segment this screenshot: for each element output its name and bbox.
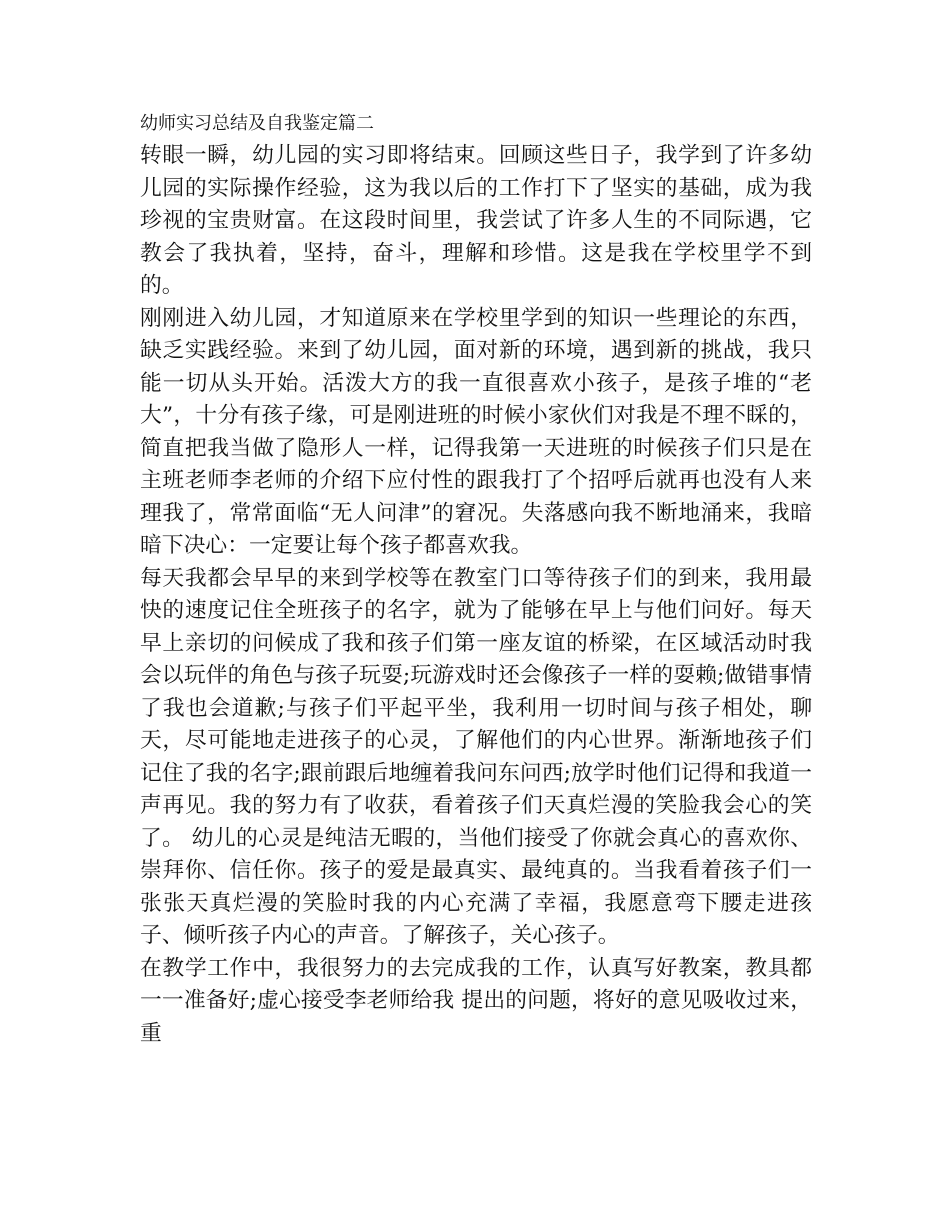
document-page (140, 108, 812, 1050)
paragraph-teaching-work: 在教学工作中，我很努力的去完成我的工作，认真写好教案，教具都一一准备好;虚心接受李老师给我 提出的问题，将好的意见吸收过来，重 (140, 955, 812, 1046)
document-title: 幼师实习总结及自我鉴定篇二 (140, 113, 374, 134)
paragraph-first-days: 刚刚进入幼儿园，才知道原来在学校里学到的知识一些理论的东西，缺乏实践经验。来到了幼儿园，面对新的环境，遇到新的挑战，我只能一切从头开始。活泼大方的我一直很喜欢小孩子，是孩子堆的“老大”，十分有孩子缘，可是刚进班的时候小家伙们对我是不理不睬的，简直把我当做了隐形人一样，记得我第一天进班的时候孩子们只是在主班老师李老师的介绍下应付性的跟我打了个招呼后就再也没有人来理我了，常常面临“无人问津”的窘况。失落感向我不断地涌来，我暗暗下决心：一定要让每个孩子都喜欢我。 (140, 305, 812, 558)
paragraph-winning-children: 每天我都会早早的来到学校等在教室门口等待孩子们的到来，我用最快的速度记住全班孩子的名字，就为了能够在早上与他们问好。每天早上亲切的问候成了我和孩子们第一座友谊的桥梁，在区域活动时我会以玩伴的角色与孩子玩耍;玩游戏时还会像孩子一样的耍赖;做错事情了我也会道歉;与孩子们平起平坐，我利用一切时间与孩子相处，聊天，尽可能地走进孩子的心灵，了解他们的内心世界。渐渐地孩子们记住了我的名字;跟前跟后地缠着我问东问西;放学时他们记得和我道一声再见。我的努力有了收获，看着孩子们天真烂漫的笑脸我会心的笑了。 幼儿的心灵是纯洁无暇的，当他们接受了你就会真心的喜欢你、崇拜你、信任你。孩子的爱是最真实、最纯真的。当我看着孩子们一张张天真烂漫的笑脸时我的内心充满了幸福，我愿意弯下腰走进孩子、倾听孩子内心的声音。了解孩子，关心孩子。 (140, 565, 812, 948)
paragraph-internship-ending: 转眼一瞬，幼儿园的实习即将结束。回顾这些日子，我学到了许多幼儿园的实际操作经验，这为我以后的工作打下了坚实的基础，成为我珍视的宝贵财富。在这段时间里，我尝试了许多人生的不同际遇，它教会了我执着，坚持，奋斗，理解和珍惜。这是我在学校里学不到的。 (140, 143, 812, 298)
